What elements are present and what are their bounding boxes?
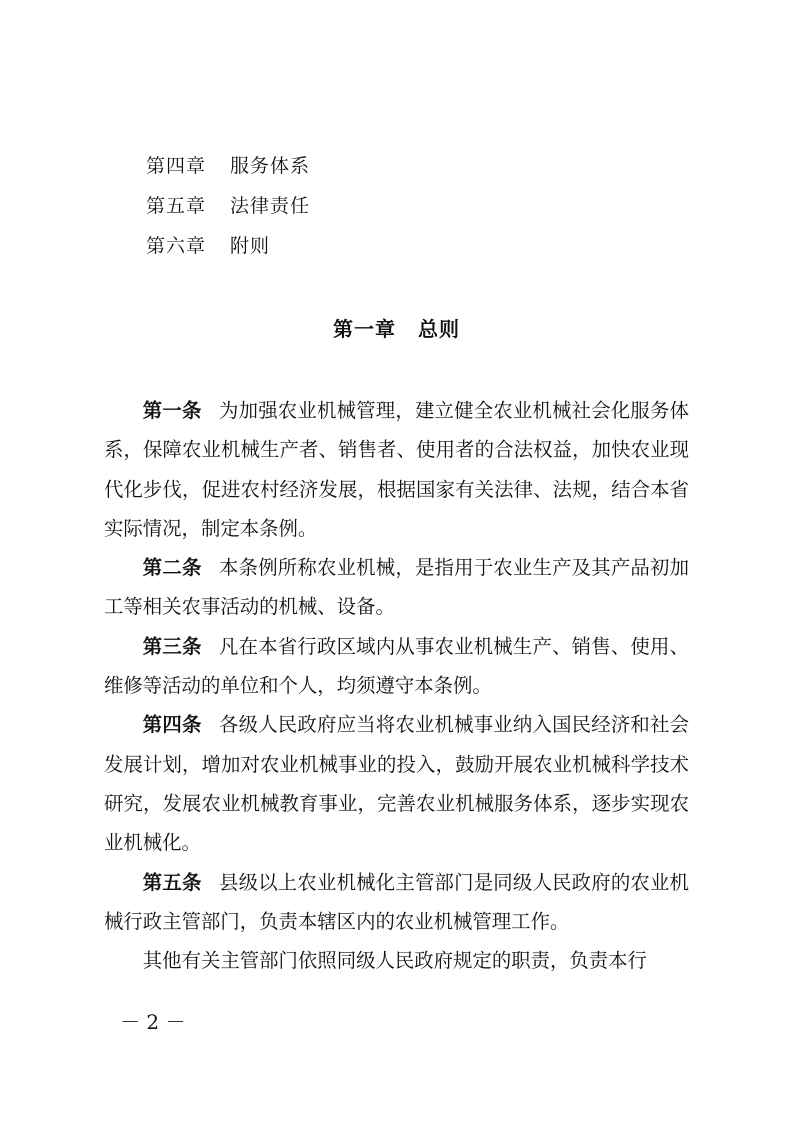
article-text: 各级人民政府应当将农业机械事业纳入国民经济和社会发展计划，增加对农业机械事业的投入，鼓励开展农业机械科学技术研究，发展农业机械教育事业，完善农业机械服务体系，逐步实现农业机械化。 (104, 713, 690, 855)
toc-chapter-number: 第四章 (146, 155, 207, 177)
chapter-number: 第一章 (333, 317, 396, 341)
toc-item (146, 151, 310, 191)
toc-chapter-title: 附则 (230, 235, 271, 257)
chapter-heading (0, 313, 793, 342)
toc-item (146, 191, 310, 231)
page-number: － 2 － (120, 1010, 186, 1034)
article-text: 县级以上农业机械化主管部门是同级人民政府的农业机械行政主管部门，负责本辖区内的农业机械管理工作。 (104, 870, 690, 933)
article-paragraph (104, 391, 689, 548)
toc-chapter-title: 服务体系 (230, 155, 311, 177)
article-number: 第四条 (142, 713, 202, 737)
toc-chapter-number: 第五章 (146, 195, 207, 217)
toc-chapter-number: 第六章 (146, 235, 207, 257)
document-body (104, 391, 689, 980)
article-text: 凡在本省行政区域内从事农业机械生产、销售、使用、维修等活动的单位和个人，均须遵守本条例。 (104, 634, 690, 698)
table-of-contents (146, 151, 310, 271)
article-paragraph (104, 548, 689, 627)
article-number: 第三条 (142, 634, 202, 658)
article-paragraph (104, 705, 689, 862)
toc-item (146, 231, 310, 271)
article-number: 第二条 (142, 556, 202, 580)
article-number: 第五条 (142, 870, 202, 894)
article-paragraph (104, 627, 689, 706)
paragraph-text: 其他有关主管部门依照同级人民政府规定的职责，负责本行 (142, 949, 647, 973)
toc-chapter-title: 法律责任 (230, 195, 311, 217)
article-number: 第一条 (142, 399, 202, 422)
chapter-title: 总则 (418, 317, 460, 341)
article-text: 本条例所称农业机械，是指用于农业生产及其产品初加工等相关农事活动的机械、设备。 (104, 556, 690, 619)
article-text: 为加强农业机械管理，建立健全农业机械社会化服务体系，保障农业机械生产者、销售者、使用者的合法权益，加快农业现代化步伐，促进农村经济发展，根据国家有关法律、法规，结合本省实际情况，制定本条例。 (104, 399, 690, 540)
article-paragraph (104, 863, 689, 942)
continuation-paragraph (104, 941, 689, 980)
